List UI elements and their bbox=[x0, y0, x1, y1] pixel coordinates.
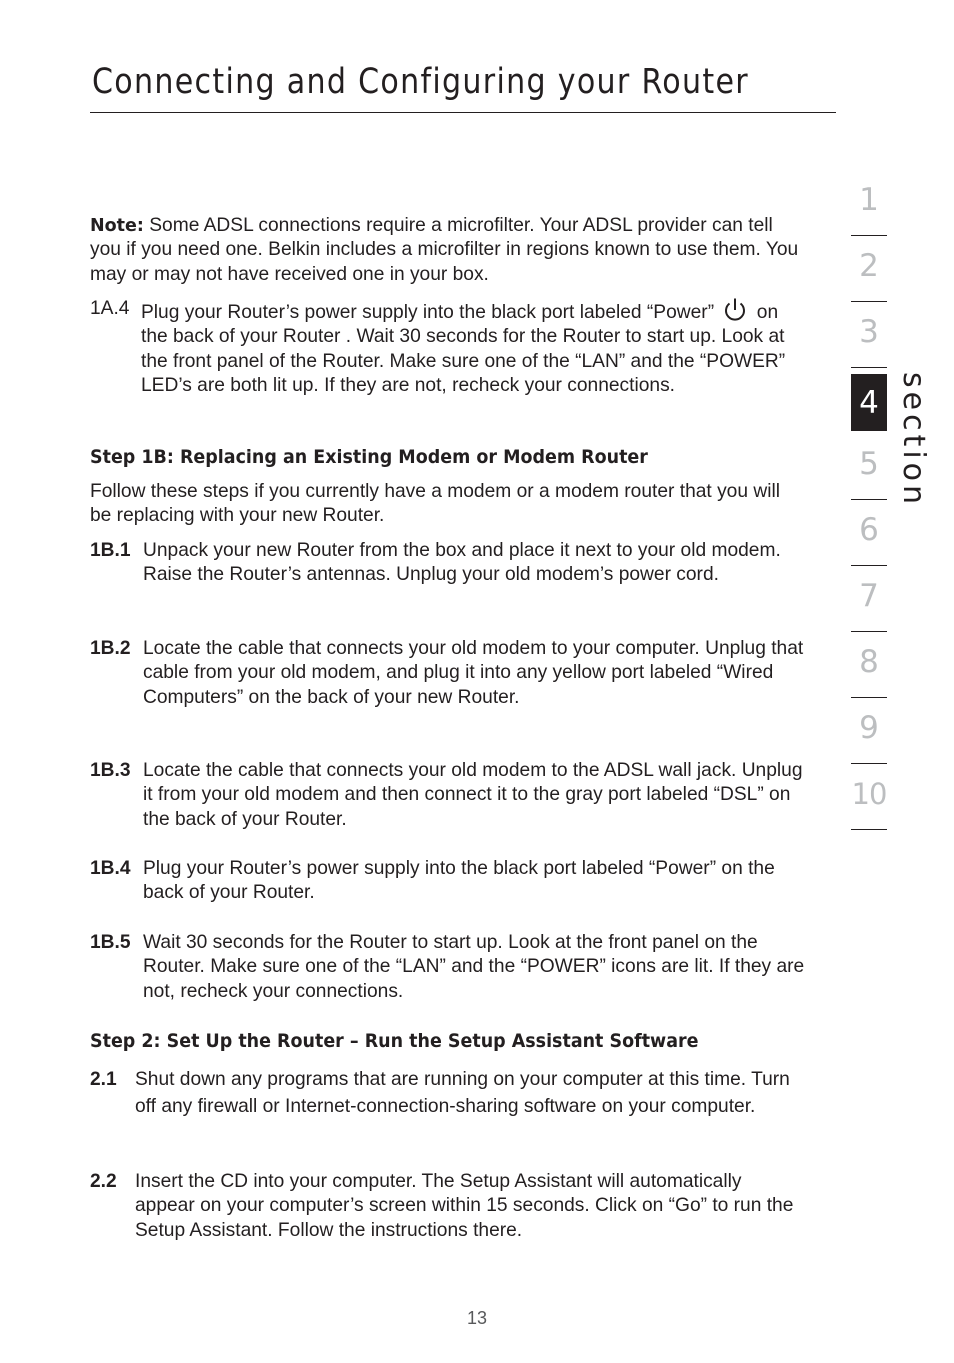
section-nav-8[interactable]: 8 bbox=[851, 632, 887, 698]
page-number: 13 bbox=[466, 1308, 488, 1328]
step-text: Insert the CD into your computer. The Setup Assistant will automatically appear on your computer’s screen within 15 seconds. Click on “Go” to run the Setup Assistant. Follow the instructions there. bbox=[135, 1171, 794, 1241]
section-1b-intro: Follow these steps if you currently have a modem or a modem router that you will be replacing with your new Router. bbox=[90, 481, 780, 527]
section-nav-6[interactable]: 6 bbox=[851, 500, 887, 566]
section-nav-4-active[interactable]: 4 bbox=[851, 374, 887, 431]
section-nav-7[interactable]: 7 bbox=[851, 566, 887, 632]
step-text: Plug your Router’s power supply into the black port labeled “Power” on the back of your Router. bbox=[143, 858, 775, 904]
step-number: 1B.4 bbox=[90, 858, 131, 879]
step-number: 1A.4 bbox=[90, 298, 130, 319]
section-heading-1b: Step 1B: Replacing an Existing Modem or Modem Router bbox=[90, 446, 648, 468]
step-text: Locate the cable that connects your old modem to the ADSL wall jack. Unplug it from your old modem and then connect it to the gray port labeled “DSL” on the back of your Router. bbox=[143, 760, 803, 830]
section-nav-10[interactable]: 10 bbox=[851, 764, 887, 830]
step-number: 1B.1 bbox=[90, 540, 131, 561]
step-1b2 bbox=[90, 637, 805, 710]
page-title: Connecting and Configuring your Router bbox=[92, 62, 749, 102]
step-2-1 bbox=[90, 1066, 805, 1120]
step-1a4 bbox=[90, 297, 805, 399]
section-nav-2[interactable]: 2 bbox=[851, 236, 887, 302]
note-paragraph bbox=[90, 214, 805, 287]
step-text-before: Plug your Router’s power supply into the black port labeled “Power” bbox=[141, 302, 715, 323]
section-nav-9[interactable]: 9 bbox=[851, 698, 887, 764]
step-number: 1B.2 bbox=[90, 638, 131, 659]
step-text-after: on the back of your Router . Wait 30 seconds for the Router to start up. Look at the front panel of the Router. Make sure one of the “LAN” and the “POWER” LED’s are both lit up. If they are not, recheck your connections. bbox=[141, 302, 786, 397]
step-text: Shut down any programs that are running on your computer at this time. Turn off any firewall or Internet-connection-sharing software on your computer. bbox=[135, 1069, 790, 1117]
step-number: 1B.3 bbox=[90, 760, 131, 781]
title-divider bbox=[90, 112, 836, 113]
note-label: Note: bbox=[90, 216, 144, 236]
step-number: 1B.5 bbox=[90, 932, 131, 953]
step-1b4 bbox=[90, 857, 805, 906]
step-text: Unpack your new Router from the box and place it next to your old modem. Raise the Router’s antennas. Unplug your old modem’s power cord. bbox=[143, 540, 781, 586]
step-1b5 bbox=[90, 931, 805, 1004]
step-1b1 bbox=[90, 539, 805, 588]
section-label: section bbox=[896, 372, 931, 509]
section-nav-1[interactable]: 1 bbox=[851, 170, 887, 236]
section-nav-5[interactable]: 5 bbox=[851, 434, 887, 500]
step-number: 2.2 bbox=[90, 1171, 117, 1192]
step-number: 2.1 bbox=[90, 1069, 117, 1090]
step-2-2 bbox=[90, 1170, 805, 1243]
power-icon bbox=[722, 297, 748, 323]
step-text: Wait 30 seconds for the Router to start up. Look at the front panel on the Router. Make sure one of the “LAN” and the “POWER” icons are lit. If they are not, recheck your connections. bbox=[143, 932, 805, 1002]
step-text bbox=[141, 297, 805, 399]
section-nav-3[interactable]: 3 bbox=[851, 302, 887, 368]
step-text: Locate the cable that connects your old modem to your computer. Unplug that cable from your old modem, and plug it into any yellow port labeled “Wired Computers” on the back of your new Router. bbox=[143, 638, 804, 708]
section-heading-2: Step 2: Set Up the Router – Run the Setup Assistant Software bbox=[90, 1030, 699, 1052]
step-1b3 bbox=[90, 759, 805, 832]
note-text: Some ADSL connections require a microfilter. Your ADSL provider can tell you if you need one. Belkin includes a microfilter in regions known to use them. You may or may not have received one in your box. bbox=[90, 215, 799, 285]
